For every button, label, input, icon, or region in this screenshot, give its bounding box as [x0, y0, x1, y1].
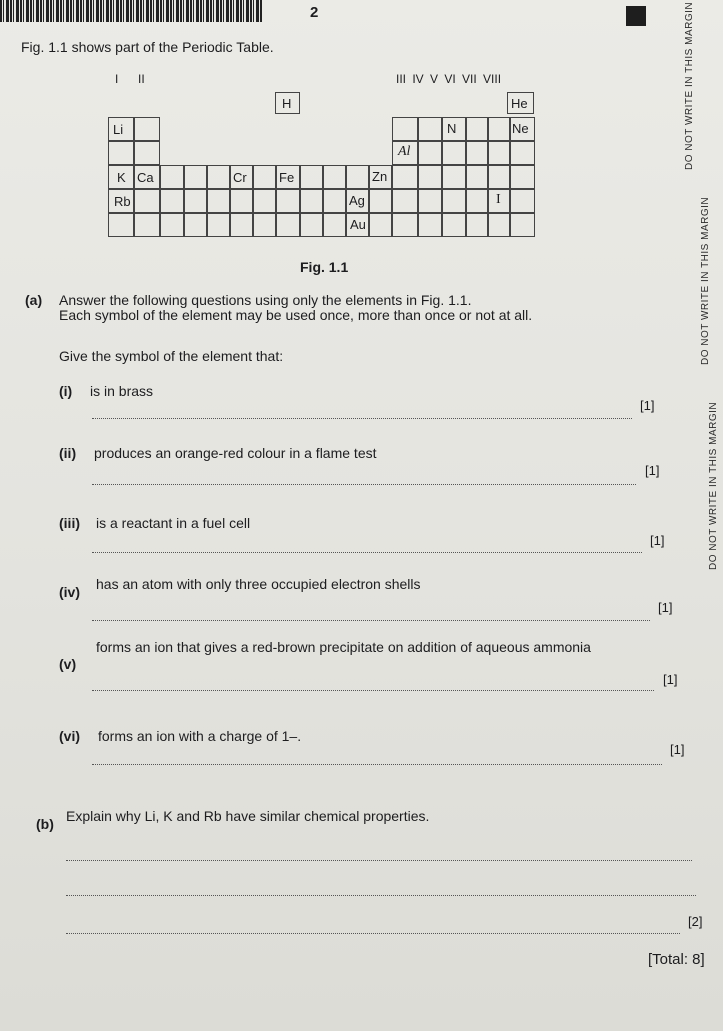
cell-row3 — [466, 141, 488, 165]
cell-row6 — [160, 213, 184, 237]
part-a-instruction-2: Each symbol of the element may be used once, more than once or not at all. — [59, 307, 533, 323]
group-label-2: II — [138, 72, 145, 86]
cell-row4 — [184, 165, 207, 189]
cell-row2 — [134, 117, 160, 141]
cell-row2 — [488, 117, 510, 141]
cell-row5 — [323, 189, 346, 213]
cell-row5 — [392, 189, 418, 213]
cell-row4 — [253, 165, 276, 189]
question-number: (iv) — [59, 584, 80, 600]
group-label-1: I — [115, 72, 119, 86]
element-symbol-Fe: Fe — [279, 170, 295, 185]
cell-row3 — [488, 141, 510, 165]
question-number: (i) — [59, 383, 73, 399]
cell-row6 — [488, 213, 510, 237]
cell-row4 — [207, 165, 230, 189]
cell-row5 — [418, 189, 442, 213]
cell-row5 — [510, 189, 535, 213]
marks-label: [1] — [640, 398, 655, 413]
answer-line[interactable] — [92, 552, 642, 553]
answer-line[interactable] — [92, 418, 632, 419]
cell-row6 — [466, 213, 488, 237]
part-a-label: (a) — [25, 292, 43, 308]
answer-line[interactable] — [92, 764, 662, 765]
question-text: is a reactant in a fuel cell — [96, 515, 251, 531]
question-text: produces an orange-red colour in a flame test — [94, 445, 377, 461]
cell-row4 — [488, 165, 510, 189]
element-symbol-Cr: Cr — [233, 170, 247, 185]
cell-row5 — [300, 189, 323, 213]
answer-line[interactable] — [66, 860, 692, 861]
element-symbol-Ne: Ne — [512, 121, 529, 136]
cell-row3 — [418, 141, 442, 165]
cell-row6 — [510, 213, 535, 237]
cell-row6 — [300, 213, 323, 237]
marks-label: [1] — [670, 742, 685, 757]
cell-row6 — [323, 213, 346, 237]
marks-label: [2] — [688, 914, 703, 929]
total-marks: [Total: 8] — [648, 951, 705, 968]
cell-row5 — [160, 189, 184, 213]
marks-label: [1] — [645, 463, 660, 478]
cell-row4 — [300, 165, 323, 189]
part-a-instruction-1: Answer the following questions using only the elements in Fig. 1.1. — [59, 292, 472, 308]
question-number: (ii) — [59, 445, 77, 461]
cell-row6 — [108, 213, 134, 237]
element-symbol-H: H — [282, 96, 292, 111]
intro-text: Fig. 1.1 shows part of the Periodic Table. — [21, 39, 274, 55]
cell-row2 — [418, 117, 442, 141]
element-symbol-K: K — [117, 170, 126, 185]
cell-row6 — [442, 213, 466, 237]
answer-line[interactable] — [92, 690, 654, 691]
cell-row5 — [442, 189, 466, 213]
page-number: 2 — [310, 4, 319, 21]
question-number: (iii) — [59, 515, 80, 531]
question-text: has an atom with only three occupied electron shells — [96, 576, 421, 592]
margin-note: DO NOT WRITE IN THIS MARGIN — [708, 401, 719, 570]
element-symbol-Ca: Ca — [137, 170, 154, 185]
marks-label: [1] — [658, 600, 673, 615]
cell-row5 — [207, 189, 230, 213]
element-symbol-Rb: Rb — [114, 194, 131, 209]
element-symbol-Ag: Ag — [349, 193, 365, 208]
part-b-label: (b) — [36, 816, 54, 832]
cell-row4 — [466, 165, 488, 189]
cell-row6 — [253, 213, 276, 237]
element-symbol-Li: Li — [113, 122, 124, 137]
answer-line[interactable] — [92, 620, 650, 621]
answer-line[interactable] — [66, 933, 680, 934]
cell-row4 — [418, 165, 442, 189]
cell-row4 — [392, 165, 418, 189]
cell-row3 — [134, 141, 160, 165]
cell-row3 — [108, 141, 134, 165]
cell-row6 — [184, 213, 207, 237]
cell-row4 — [160, 165, 184, 189]
cell-row5 — [466, 189, 488, 213]
cell-row4 — [346, 165, 369, 189]
element-symbol-N: N — [447, 121, 457, 136]
cell-row6 — [418, 213, 442, 237]
cell-row5 — [253, 189, 276, 213]
margin-note: DO NOT WRITE IN THIS MARGIN — [684, 1, 695, 170]
margin-note: DO NOT WRITE IN THIS MARGIN — [700, 196, 711, 365]
cell-row4 — [510, 165, 535, 189]
cell-row4 — [323, 165, 346, 189]
cell-row6 — [207, 213, 230, 237]
question-number: (vi) — [59, 728, 80, 744]
part-a-prompt: Give the symbol of the element that: — [59, 348, 284, 364]
answer-line[interactable] — [66, 895, 696, 896]
cell-row6 — [392, 213, 418, 237]
cell-row6 — [134, 213, 160, 237]
cell-row5 — [184, 189, 207, 213]
figure-caption: Fig. 1.1 — [300, 259, 349, 275]
cell-row4 — [442, 165, 466, 189]
marks-label: [1] — [663, 672, 678, 687]
cell-row6 — [369, 213, 392, 237]
cell-row5 — [230, 189, 253, 213]
question-text: is in brass — [90, 383, 154, 399]
cell-row2 — [392, 117, 418, 141]
question-number: (v) — [59, 656, 77, 672]
cell-row6 — [276, 213, 300, 237]
element-symbol-Al: Al — [398, 144, 411, 159]
cell-row5 — [276, 189, 300, 213]
corner-registration-mark — [626, 6, 646, 26]
answer-line[interactable] — [92, 484, 636, 485]
element-symbol-He: He — [511, 96, 528, 111]
element-symbol-Au: Au — [350, 217, 366, 232]
element-symbol-I: I — [496, 192, 501, 207]
question-text: forms an ion with a charge of 1–. — [98, 728, 302, 744]
cell-row6 — [230, 213, 253, 237]
cell-row3 — [442, 141, 466, 165]
cell-row5 — [134, 189, 160, 213]
question-text: forms an ion that gives a red-brown precipitate on addition of aqueous ammonia — [96, 639, 591, 655]
cell-row3 — [510, 141, 535, 165]
barcode — [0, 0, 262, 22]
element-symbol-Zn: Zn — [372, 169, 388, 184]
part-b-text: Explain why Li, K and Rb have similar chemical properties. — [66, 808, 430, 824]
group-labels-3-8: III IV V VI VII VIII — [396, 72, 502, 86]
marks-label: [1] — [650, 533, 665, 548]
cell-row2 — [466, 117, 488, 141]
cell-row5 — [369, 189, 392, 213]
